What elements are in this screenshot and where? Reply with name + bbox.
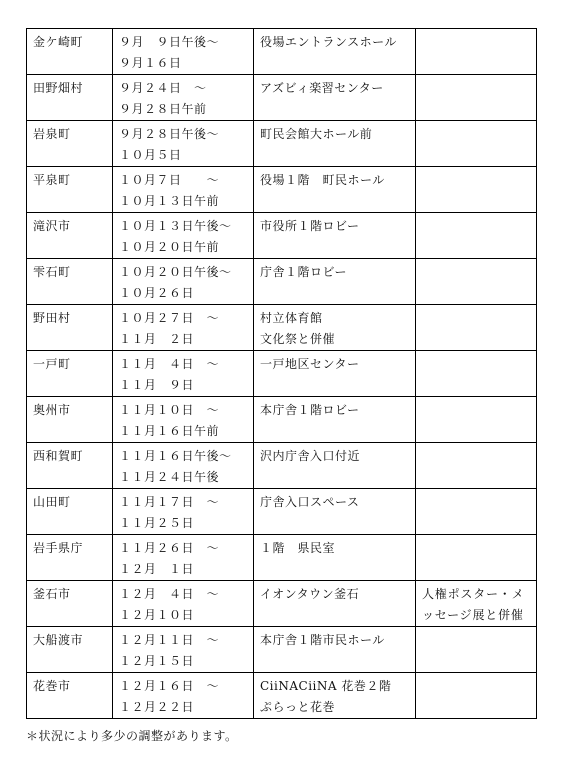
period-cell	[113, 29, 254, 75]
period-cell	[113, 75, 254, 121]
period-line: １１月 ４日 ～	[119, 357, 220, 371]
period-line: １０月５日	[119, 148, 182, 162]
municipality-cell: 西和賀町	[27, 443, 113, 489]
municipality-cell: 大船渡市	[27, 627, 113, 673]
table-row	[27, 167, 537, 213]
table-row	[27, 259, 537, 305]
period-line: １０月１３日午後～	[119, 219, 232, 233]
note-cell: 人権ポスター・メッセージ展と併催	[416, 581, 537, 627]
period-line: １１月１０日 ～	[119, 403, 220, 417]
municipality-cell: 一戸町	[27, 351, 113, 397]
venue-cell	[254, 443, 416, 489]
period-cell	[113, 259, 254, 305]
venue-line: 沢内庁舎入口付近	[260, 449, 361, 463]
note-cell	[416, 397, 537, 443]
note-cell	[416, 535, 537, 581]
period-cell	[113, 397, 254, 443]
municipality-cell: 金ケ崎町	[27, 29, 113, 75]
venue-line: １階 県民室	[260, 541, 336, 555]
table-row	[27, 75, 537, 121]
period-cell	[113, 351, 254, 397]
note-cell	[416, 259, 537, 305]
note-cell	[416, 167, 537, 213]
venue-line: 役場エントランスホール	[260, 35, 397, 49]
venue-line: 庁舎入口スペース	[260, 495, 360, 509]
venue-line: アズビィ楽習センター	[260, 81, 384, 95]
period-line: １１月１６日午前	[119, 424, 220, 438]
municipality-cell: 平泉町	[27, 167, 113, 213]
venue-line: ぷらっと花巻	[260, 700, 336, 714]
period-cell	[113, 673, 254, 719]
table-row	[27, 673, 537, 719]
table-row	[27, 213, 537, 259]
period-line: １２月 １日	[119, 562, 195, 576]
venue-line: 町民会館大ホール前	[260, 127, 373, 141]
period-line: １１月２５日	[119, 516, 195, 530]
period-line: １２月１６日 ～	[119, 679, 220, 693]
venue-line: 村立体育館	[260, 311, 323, 325]
period-line: １０月２０日午前	[119, 240, 220, 254]
note-cell	[416, 29, 537, 75]
venue-cell	[254, 673, 416, 719]
table-row	[27, 397, 537, 443]
schedule-footnote: ＊状況により多少の調整があります。	[26, 729, 238, 743]
venue-cell	[254, 351, 416, 397]
venue-line: 文化祭と併催	[260, 332, 336, 346]
period-cell	[113, 627, 254, 673]
period-line: １２月１１日 ～	[119, 633, 220, 647]
venue-line: 庁舎１階ロビー	[260, 265, 348, 279]
note-cell	[416, 121, 537, 167]
municipality-cell: 田野畑村	[27, 75, 113, 121]
venue-cell	[254, 535, 416, 581]
table-row	[27, 627, 537, 673]
municipality-cell: 岩手県庁	[27, 535, 113, 581]
note-cell	[416, 213, 537, 259]
venue-line: 本庁舎１階ロビー	[260, 403, 360, 417]
table-row	[27, 443, 537, 489]
exhibition-schedule-table	[26, 28, 537, 719]
table-row	[27, 535, 537, 581]
period-line: １１月２６日 ～	[119, 541, 220, 555]
period-line: １２月２２日	[119, 700, 195, 714]
note-cell	[416, 351, 537, 397]
period-cell	[113, 167, 254, 213]
venue-cell	[254, 581, 416, 627]
period-line: １１月１７日 ～	[119, 495, 220, 509]
period-line: １１月１６日午後～	[119, 449, 232, 463]
period-cell	[113, 443, 254, 489]
period-line: １０月７日 ～	[119, 173, 220, 187]
note-cell	[416, 627, 537, 673]
municipality-cell: 奥州市	[27, 397, 113, 443]
note-cell	[416, 75, 537, 121]
venue-cell	[254, 213, 416, 259]
table-row	[27, 351, 537, 397]
venue-cell	[254, 29, 416, 75]
note-cell	[416, 443, 537, 489]
period-line: １１月 ９日	[119, 378, 195, 392]
venue-cell	[254, 121, 416, 167]
municipality-cell: 花巻市	[27, 673, 113, 719]
municipality-cell: 釜石市	[27, 581, 113, 627]
venue-line: 役場１階 町民ホール	[260, 173, 385, 187]
period-cell	[113, 121, 254, 167]
period-cell	[113, 535, 254, 581]
table-row	[27, 581, 537, 627]
period-line: １２月１５日	[119, 654, 195, 668]
venue-line: イオンタウン釜石	[260, 587, 360, 601]
municipality-cell: 山田町	[27, 489, 113, 535]
venue-cell	[254, 259, 416, 305]
schedule-table-body	[27, 29, 537, 719]
table-row	[27, 121, 537, 167]
table-row	[27, 29, 537, 75]
period-cell	[113, 213, 254, 259]
note-cell	[416, 305, 537, 351]
period-line: １１月２４日午後	[119, 470, 220, 484]
municipality-cell: 雫石町	[27, 259, 113, 305]
table-row	[27, 489, 537, 535]
municipality-cell: 岩泉町	[27, 121, 113, 167]
venue-line: CiiNACiiNA 花巻２階	[260, 679, 392, 693]
period-line: ９月１６日	[119, 56, 182, 70]
venue-cell	[254, 75, 416, 121]
venue-line: 本庁舎１階市民ホール	[260, 633, 385, 647]
period-cell	[113, 581, 254, 627]
municipality-cell: 滝沢市	[27, 213, 113, 259]
period-line: １０月１３日午前	[119, 194, 220, 208]
period-cell	[113, 305, 254, 351]
period-line: ９月２８日午前	[119, 102, 207, 116]
venue-cell	[254, 627, 416, 673]
municipality-cell: 野田村	[27, 305, 113, 351]
period-line: １０月２０日午後～	[119, 265, 232, 279]
venue-line: 一戸地区センター	[260, 357, 360, 371]
note-cell	[416, 673, 537, 719]
note-cell	[416, 489, 537, 535]
period-line: １２月 ４日 ～	[119, 587, 220, 601]
venue-cell	[254, 305, 416, 351]
period-line: １２月１０日	[119, 608, 195, 622]
period-line: １０月２７日 ～	[119, 311, 220, 325]
table-row	[27, 305, 537, 351]
period-cell	[113, 489, 254, 535]
venue-cell	[254, 489, 416, 535]
venue-line: 市役所１階ロビー	[260, 219, 360, 233]
venue-cell	[254, 167, 416, 213]
venue-cell	[254, 397, 416, 443]
period-line: ９月２８日午後～	[119, 127, 220, 141]
period-line: ９月 ９日午後～	[119, 35, 220, 49]
period-line: ９月２４日 ～	[119, 81, 207, 95]
period-line: １０月２６日	[119, 286, 195, 300]
period-line: １１月 ２日	[119, 332, 195, 346]
